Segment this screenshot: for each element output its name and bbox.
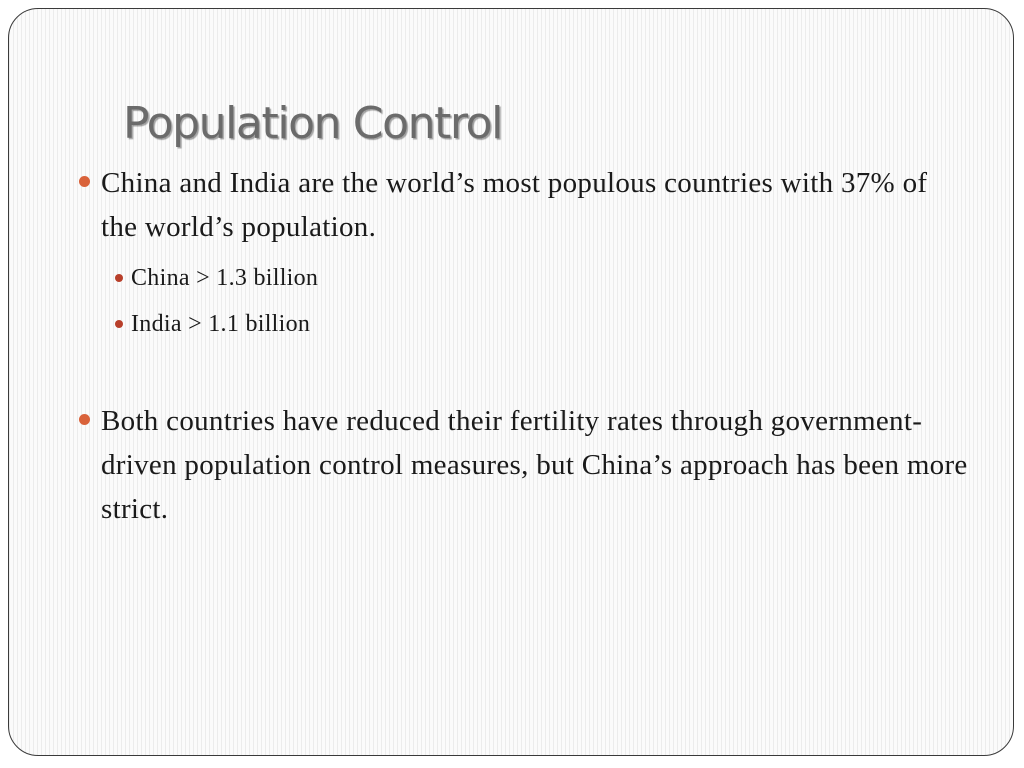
- sub-bullet-item: [101, 255, 971, 301]
- bullet-dot-icon: [79, 176, 90, 187]
- bullet-item: [71, 161, 971, 347]
- sub-bullet-list: [101, 255, 971, 347]
- bullet-dot-icon: [79, 414, 90, 425]
- sub-bullet-item: [101, 301, 971, 347]
- slide: [8, 8, 1014, 756]
- bullet-text: China and India are the world’s most populous countries with 37% of the world’s population.: [101, 167, 928, 243]
- bullet-list: [71, 161, 971, 531]
- sub-bullet-dot-icon: [115, 320, 123, 328]
- sub-bullet-text: China > 1.3 billion: [131, 265, 319, 291]
- sub-bullet-dot-icon: [115, 274, 123, 282]
- bullet-text: Both countries have reduced their fertility rates through government-driven population control measures, but China’s approach has been more strict.: [101, 405, 968, 525]
- slide-title: Population Control: [123, 98, 503, 149]
- sub-bullet-text: India > 1.1 billion: [131, 311, 311, 337]
- bullet-item: [71, 399, 971, 531]
